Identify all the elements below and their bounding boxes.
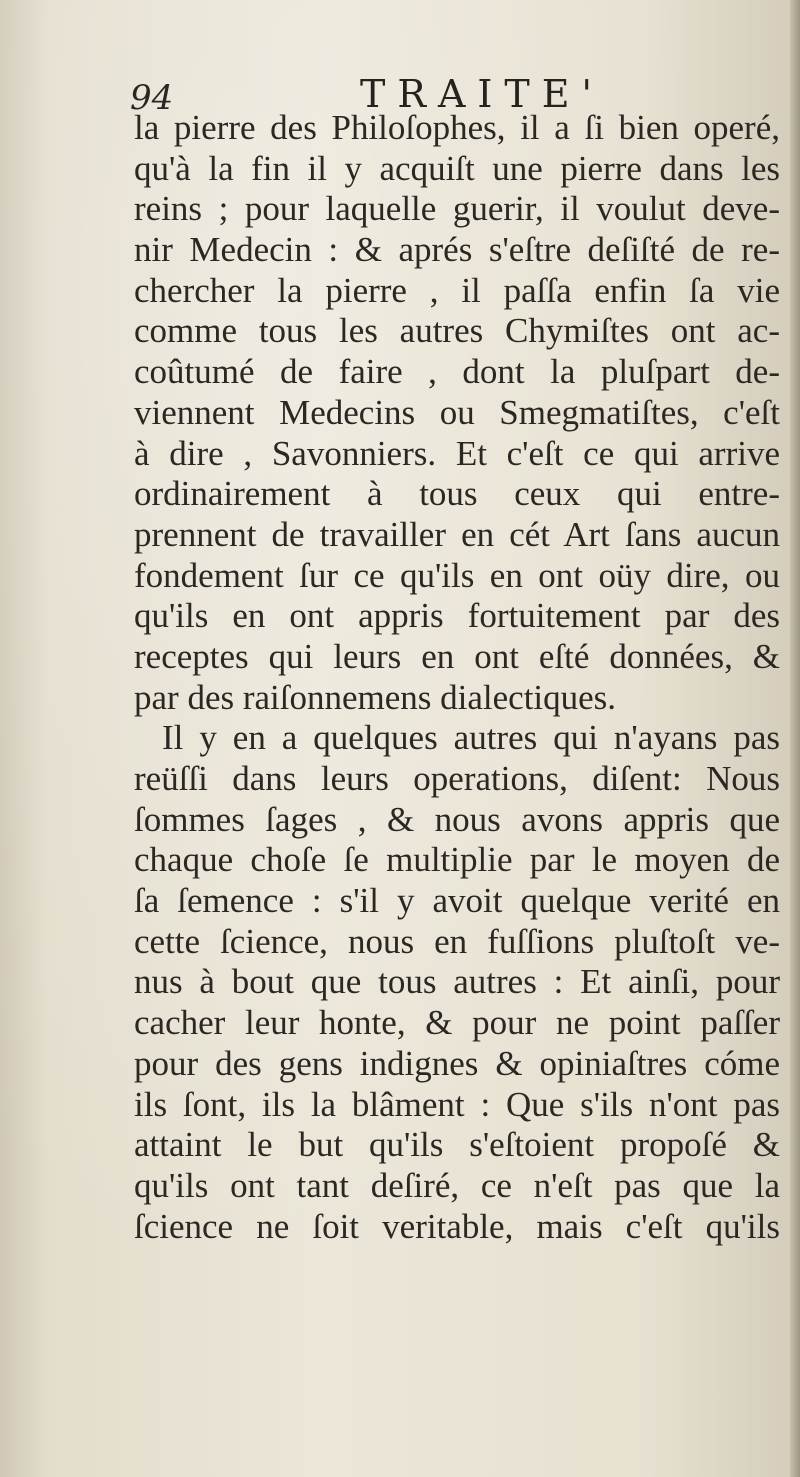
- text-line: viennent Medecins ou Smegmatiſtes, c'eſt: [134, 392, 780, 432]
- text-line: ſcience ne ſoit veritable, mais c'eſt qu'ils: [134, 1206, 780, 1246]
- text-line: par des raiſonnemens dialectiques.: [134, 677, 617, 717]
- text-line: Il y en a quelques autres qui n'ayans pas: [162, 718, 780, 758]
- running-title: TRAITE': [360, 72, 604, 116]
- text-line: fondement ſur ce qu'ils en ont oüy dire, ou: [134, 555, 780, 595]
- text-line: ordinairement à tous ceux qui entre-: [134, 474, 780, 514]
- page-number: 94: [130, 78, 174, 118]
- text-line: nus à bout que tous autres : Et ainſi, pour: [134, 962, 780, 1002]
- text-line: qu'à la fin il y acquiſt une pierre dans les: [134, 148, 780, 188]
- text-line: reins ; pour laquelle guerir, il voulut deve-: [134, 189, 780, 229]
- text-line: nir Medecin : & aprés s'eſtre deſiſté de re-: [134, 230, 780, 270]
- text-line: à dire , Savonniers. Et c'eſt ce qui arrive: [134, 433, 780, 473]
- text-line: comme tous les autres Chymiſtes ont ac-: [134, 311, 780, 351]
- text-line: attaint le but qu'ils s'eſtoient propoſé &: [134, 1125, 780, 1165]
- page-edge-shadow: [790, 0, 800, 1477]
- text-line: qu'ils ont tant deſiré, ce n'eſt pas que la: [134, 1165, 780, 1205]
- text-line: qu'ils en ont appris fortuitement par des: [134, 596, 780, 636]
- text-line: cette ſcience, nous en fuſſions pluſtoſt ve-: [134, 921, 780, 961]
- text-line: ſommes ſages , & nous avons appris que: [134, 799, 780, 839]
- text-line: receptes qui leurs en ont eſté données, &: [134, 636, 780, 676]
- text-line: prennent de travailler en cét Art ſans aucun: [134, 514, 780, 554]
- text-line: coûtumé de faire , dont la pluſpart de-: [134, 352, 780, 392]
- text-line: chaque choſe ſe multiplie par le moyen de: [134, 840, 780, 880]
- body-text: [134, 108, 780, 1247]
- text-line: chercher la pierre , il paſſa enfin ſa vie: [134, 270, 780, 310]
- text-line: cacher leur honte, & pour ne point paſſer: [134, 1003, 780, 1043]
- text-line: ils ſont, ils la blâment : Que s'ils n'ont pas: [134, 1084, 780, 1124]
- text-line: reüſſi dans leurs operations, diſent: Nous: [134, 759, 780, 798]
- text-line: la pierre des Philoſophes, il a ſi bien operé,: [134, 108, 780, 147]
- text-line: ſa ſemence : s'il y avoit quelque verité en: [134, 881, 780, 921]
- text-line: pour des gens indignes & opiniaſtres cóme: [134, 1043, 780, 1083]
